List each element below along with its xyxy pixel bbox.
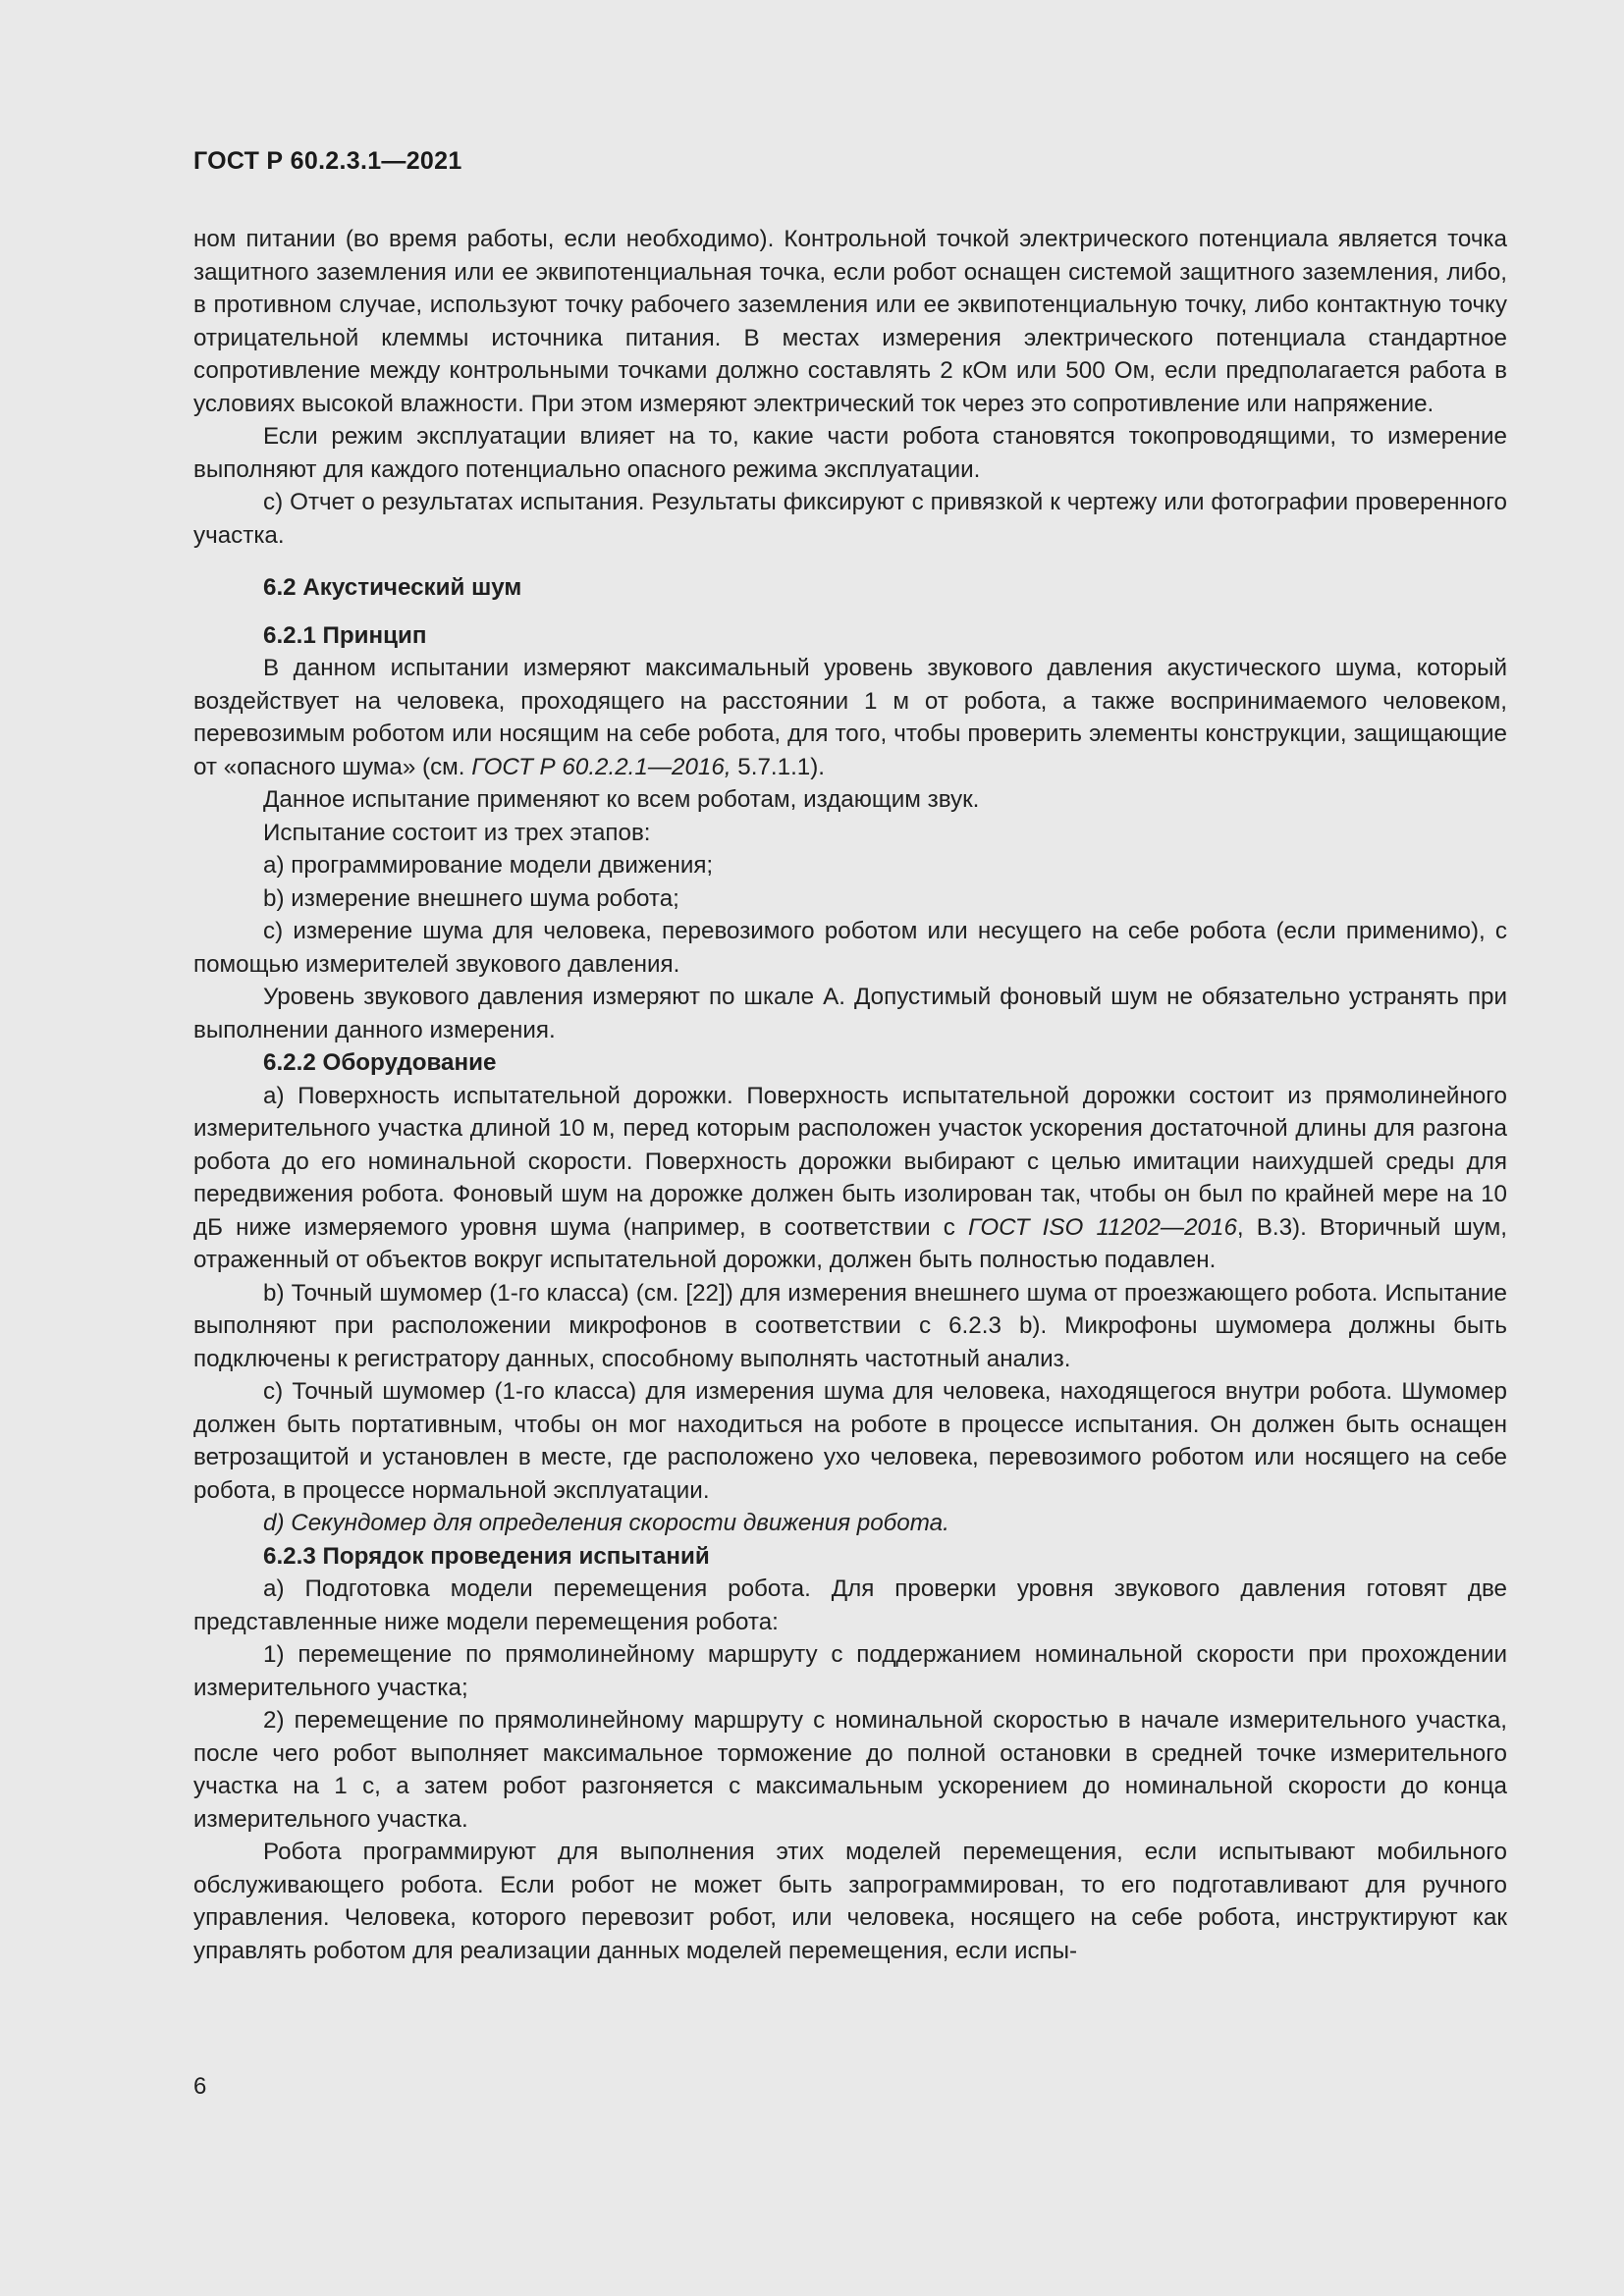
paragraph <box>193 652 1507 783</box>
list-item: a) Подготовка модели перемещения робота. Для проверки уровня звукового давления готовят две представленные ниже модели перемещения робота: <box>193 1575 1507 1635</box>
list-item: 1) перемещение по прямолинейному маршруту с поддержанием номинальной скорости при прохождении измерительного участка; <box>193 1641 1507 1701</box>
paragraph: Уровень звукового давления измеряют по шкале A. Допустимый фоновый шум не обязательно устранять при выполнении данного измерения. <box>193 984 1507 1043</box>
paragraph-text: , B.3). Вторичный шум, отраженный от объектов вокруг испытательной дорожки, должен быть полностью подавлен. <box>193 1213 1507 1273</box>
standard-reference: ГОСТ Р 60.2.2.1—2016, <box>471 753 731 780</box>
section-heading-6-2-2: 6.2.2 Оборудование <box>263 1049 497 1076</box>
paragraph-text: В данном испытании измеряют максимальный уровень звукового давления акустического шума, который воздействует на человека, проходящего на расстоянии 1 м от робота, а также воспринимаемого человеком, перевозимым роботом или носящим на себе робота, для того, чтобы проверить элементы конструкции, защищающие от «опасного шума» (см. <box>193 655 1507 780</box>
list-item: c) измерение шума для человека, перевозимого роботом или несущего на себе робота (если применимо), с помощью измерителей звукового давления. <box>193 918 1507 978</box>
paragraph: Если режим эксплуатации влияет на то, какие части робота становятся токопроводящими, то измерение выполняют для каждого потенциально опасного режима эксплуатации. <box>193 423 1507 483</box>
list-item: c) Точный шумомер (1-го класса) для измерения шума для человека, находящегося внутри робота. Шумомер должен быть портативным, чтобы он мог находиться на роботе в процессе испытания. Он должен быть оснащен ветрозащитой и установлен в месте, где расположено ухо человека, перевозимого роботом или носящего на себе робота, в процессе нормальной эксплуатации. <box>193 1378 1507 1504</box>
paragraph: Данное испытание применяют ко всем роботам, издающим звук. <box>263 786 980 813</box>
italic-list-item: d) Секундомер для определения скорости движения робота. <box>263 1510 949 1536</box>
list-item <box>193 1507 1507 1540</box>
paragraph: ном питании (во время работы, если необходимо). Контрольной точкой электрического потенциала является точка защитного заземления или ее эквипотенциальная точка, если робот оснащен системой защитного заземления, либо, в противном случае, используют точку рабочего заземления или ее эквипотенциальную точку, либо контактную точку отрицательной клеммы источника питания. В местах измерения электрического потенциала стандартное сопротивление между контрольными точками должно составлять 2 кОм или 500 Ом, если предполагается работа в условиях высокой влажности. При этом измеряют электрический ток через это сопротивление или напряжение. <box>193 226 1507 417</box>
document-body <box>193 223 1507 1967</box>
section-heading-6-2-3: 6.2.3 Порядок проведения испытаний <box>263 1542 710 1570</box>
list-item: b) измерение внешнего шума робота; <box>263 884 679 912</box>
paragraph-text: 5.7.1.1). <box>731 753 826 780</box>
page-number: 6 <box>193 2073 207 2100</box>
paragraph: Испытание состоит из трех этапов: <box>263 819 651 846</box>
paragraph: Робота программируют для выполнения этих моделей перемещения, если испытывают мобильного обслуживающего робота. Если робот не может быть запрограммирован, то его подготавливают для ручного управления. Человека, которого перевозит робот, или человека, носящего на себе робота, инструктируют как управлять роботом для реализации данных моделей перемещения, если испы- <box>193 1839 1507 1964</box>
standard-reference: ГОСТ ISO 11202—2016 <box>967 1213 1237 1241</box>
section-heading-6-2-1: 6.2.1 Принцип <box>263 621 427 649</box>
paragraph: c) Отчет о результатах испытания. Результаты фиксируют с привязкой к чертежу или фотографии проверенного участка. <box>193 489 1507 549</box>
document-header: ГОСТ Р 60.2.3.1—2021 <box>193 147 462 175</box>
paragraph-text: a) Поверхность испытательной дорожки. Поверхность испытательной дорожки состоит из прямолинейного измерительного участка длиной 10 м, перед которым расположен участок ускорения достаточной длины для разгона робота до его номинальной скорости. Поверхность дорожки выбирают с целью имитации наихудшей среды для передвижения робота. Фоновый шум на дорожке должен быть изолирован так, чтобы он был по крайней мере на 10 дБ ниже измеряемого уровня шума (например, в соответствии с <box>193 1082 1507 1241</box>
list-item: 2) перемещение по прямолинейному маршруту с номинальной скоростью в начале измерительного участка, после чего робот выполняет максимальное торможение до полной остановки в средней точке измерительного участка на 1 с, а затем робот разгоняется с максимальным ускорением до номинальной скорости до конца измерительного участка. <box>193 1707 1507 1833</box>
list-item: b) Точный шумомер (1-го класса) (см. [22]) для измерения внешнего шума от проезжающего робота. Испытание выполняют при расположении микрофонов в соответствии с 6.2.3 b). Микрофоны шумомера должны быть подключены к регистратору данных, способному выполнять частотный анализ. <box>193 1279 1507 1372</box>
section-heading-6-2: 6.2 Акустический шум <box>263 574 522 601</box>
list-item <box>193 1080 1507 1277</box>
list-item: a) программирование модели движения; <box>263 852 714 879</box>
